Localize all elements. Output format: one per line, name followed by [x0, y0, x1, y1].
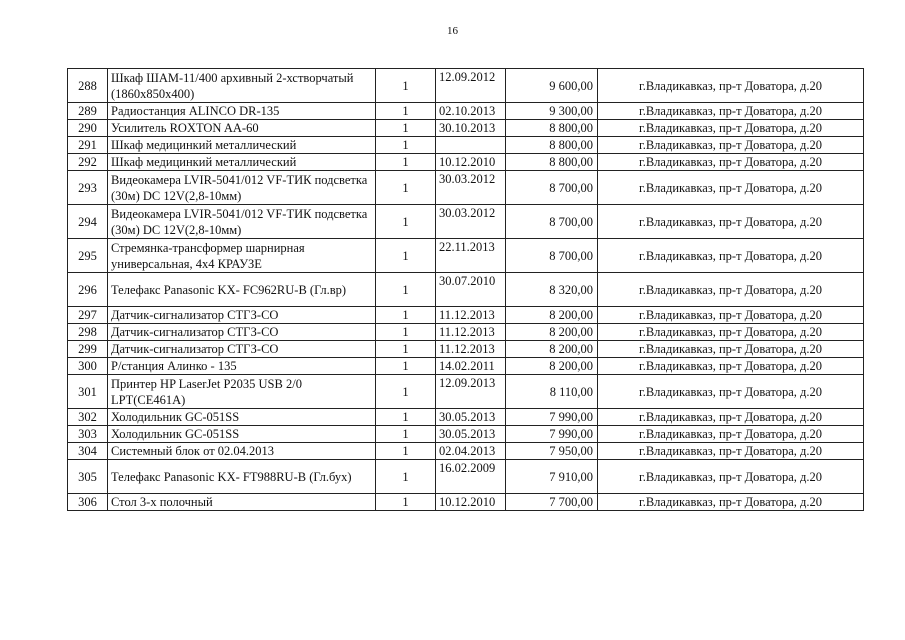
price-cell: 8 200,00	[506, 324, 598, 341]
row-number-cell: 291	[68, 137, 108, 154]
date-cell: 30.05.2013	[436, 426, 506, 443]
quantity-cell: 1	[376, 494, 436, 511]
date-cell: 30.05.2013	[436, 409, 506, 426]
address-cell: г.Владикавказ, пр-т Доватора, д.20	[598, 324, 864, 341]
price-cell: 7 990,00	[506, 426, 598, 443]
date-cell: 11.12.2013	[436, 341, 506, 358]
table-row	[68, 273, 864, 307]
address-cell: г.Владикавказ, пр-т Доватора, д.20	[598, 375, 864, 409]
quantity-cell: 1	[376, 137, 436, 154]
address-cell: г.Владикавказ, пр-т Доватора, д.20	[598, 273, 864, 307]
quantity-cell: 1	[376, 426, 436, 443]
price-cell: 8 800,00	[506, 120, 598, 137]
table-row	[68, 409, 864, 426]
address-cell: г.Владикавказ, пр-т Доватора, д.20	[598, 341, 864, 358]
table-row	[68, 120, 864, 137]
inventory-table	[67, 68, 864, 511]
table-row	[68, 307, 864, 324]
quantity-cell: 1	[376, 341, 436, 358]
table-row	[68, 460, 864, 494]
quantity-cell: 1	[376, 324, 436, 341]
item-name-cell: Радиостанция ALINCO DR-135	[108, 103, 376, 120]
row-number-cell: 298	[68, 324, 108, 341]
item-name-cell: Холодильник GC-051SS	[108, 426, 376, 443]
item-name-cell: Датчик-сигнализатор СТГЗ-СО	[108, 341, 376, 358]
quantity-cell: 1	[376, 154, 436, 171]
item-name-cell: Видеокамера LVIR-5041/012 VF-ТИК подсветка (30м) DC 12V(2,8-10мм)	[108, 171, 376, 205]
row-number-cell: 290	[68, 120, 108, 137]
date-cell: 12.09.2012	[436, 69, 506, 103]
quantity-cell: 1	[376, 205, 436, 239]
item-name-cell: Р/станция Алинко - 135	[108, 358, 376, 375]
table-row	[68, 171, 864, 205]
item-name-cell: Усилитель ROXTON AA-60	[108, 120, 376, 137]
table-row	[68, 443, 864, 460]
address-cell: г.Владикавказ, пр-т Доватора, д.20	[598, 307, 864, 324]
date-cell: 10.12.2010	[436, 154, 506, 171]
table-row	[68, 375, 864, 409]
price-cell: 7 910,00	[506, 460, 598, 494]
date-cell: 16.02.2009	[436, 460, 506, 494]
page-number: 16	[447, 25, 458, 37]
quantity-cell: 1	[376, 171, 436, 205]
address-cell: г.Владикавказ, пр-т Доватора, д.20	[598, 205, 864, 239]
item-name-cell: Стремянка-трансформер шарнирная универсальная, 4х4 КРАУЗЕ	[108, 239, 376, 273]
address-cell: г.Владикавказ, пр-т Доватора, д.20	[598, 103, 864, 120]
price-cell: 8 200,00	[506, 341, 598, 358]
row-number-cell: 293	[68, 171, 108, 205]
row-number-cell: 300	[68, 358, 108, 375]
date-cell: 30.07.2010	[436, 273, 506, 307]
table-row	[68, 137, 864, 154]
price-cell: 9 300,00	[506, 103, 598, 120]
table-row	[68, 103, 864, 120]
price-cell: 8 700,00	[506, 239, 598, 273]
item-name-cell: Датчик-сигнализатор СТГЗ-СО	[108, 307, 376, 324]
row-number-cell: 292	[68, 154, 108, 171]
item-name-cell: Видеокамера LVIR-5041/012 VF-ТИК подсветка (30м) DC 12V(2,8-10мм)	[108, 205, 376, 239]
address-cell: г.Владикавказ, пр-т Доватора, д.20	[598, 494, 864, 511]
row-number-cell: 295	[68, 239, 108, 273]
inventory-table-body	[68, 69, 864, 511]
row-number-cell: 305	[68, 460, 108, 494]
address-cell: г.Владикавказ, пр-т Доватора, д.20	[598, 239, 864, 273]
item-name-cell: Шкаф медицинкий металлический	[108, 137, 376, 154]
date-cell: 02.10.2013	[436, 103, 506, 120]
address-cell: г.Владикавказ, пр-т Доватора, д.20	[598, 460, 864, 494]
quantity-cell: 1	[376, 443, 436, 460]
item-name-cell: Шкаф медицинкий металлический	[108, 154, 376, 171]
address-cell: г.Владикавказ, пр-т Доватора, д.20	[598, 69, 864, 103]
date-cell: 10.12.2010	[436, 494, 506, 511]
quantity-cell: 1	[376, 307, 436, 324]
date-cell: 12.09.2013	[436, 375, 506, 409]
quantity-cell: 1	[376, 120, 436, 137]
row-number-cell: 304	[68, 443, 108, 460]
row-number-cell: 301	[68, 375, 108, 409]
price-cell: 8 800,00	[506, 137, 598, 154]
address-cell: г.Владикавказ, пр-т Доватора, д.20	[598, 154, 864, 171]
table-row	[68, 358, 864, 375]
date-cell: 02.04.2013	[436, 443, 506, 460]
item-name-cell: Холодильник GC-051SS	[108, 409, 376, 426]
price-cell: 9 600,00	[506, 69, 598, 103]
row-number-cell: 296	[68, 273, 108, 307]
date-cell: 30.03.2012	[436, 171, 506, 205]
item-name-cell: Датчик-сигнализатор СТГЗ-СО	[108, 324, 376, 341]
quantity-cell: 1	[376, 375, 436, 409]
price-cell: 8 110,00	[506, 375, 598, 409]
date-cell: 30.10.2013	[436, 120, 506, 137]
address-cell: г.Владикавказ, пр-т Доватора, д.20	[598, 358, 864, 375]
table-row	[68, 324, 864, 341]
table-row	[68, 154, 864, 171]
row-number-cell: 303	[68, 426, 108, 443]
date-cell: 11.12.2013	[436, 324, 506, 341]
quantity-cell: 1	[376, 69, 436, 103]
item-name-cell: Принтер HP LaserJet P2035 USB 2/0 LPT(CE461A)	[108, 375, 376, 409]
table-row	[68, 69, 864, 103]
address-cell: г.Владикавказ, пр-т Доватора, д.20	[598, 426, 864, 443]
price-cell: 8 200,00	[506, 307, 598, 324]
table-row	[68, 341, 864, 358]
table-row	[68, 494, 864, 511]
item-name-cell: Шкаф ШАМ-11/400 архивный 2-хстворчатый (1860х850х400)	[108, 69, 376, 103]
table-row	[68, 239, 864, 273]
address-cell: г.Владикавказ, пр-т Доватора, д.20	[598, 409, 864, 426]
price-cell: 8 700,00	[506, 171, 598, 205]
quantity-cell: 1	[376, 409, 436, 426]
row-number-cell: 297	[68, 307, 108, 324]
row-number-cell: 289	[68, 103, 108, 120]
date-cell: 22.11.2013	[436, 239, 506, 273]
quantity-cell: 1	[376, 103, 436, 120]
quantity-cell: 1	[376, 460, 436, 494]
price-cell: 8 800,00	[506, 154, 598, 171]
date-cell	[436, 137, 506, 154]
address-cell: г.Владикавказ, пр-т Доватора, д.20	[598, 171, 864, 205]
table-row	[68, 205, 864, 239]
item-name-cell: Системный блок от 02.04.2013	[108, 443, 376, 460]
address-cell: г.Владикавказ, пр-т Доватора, д.20	[598, 137, 864, 154]
quantity-cell: 1	[376, 358, 436, 375]
date-cell: 14.02.2011	[436, 358, 506, 375]
price-cell: 8 200,00	[506, 358, 598, 375]
address-cell: г.Владикавказ, пр-т Доватора, д.20	[598, 443, 864, 460]
item-name-cell: Телефакс Panasonic KX- FC962RU-B (Гл.вр)	[108, 273, 376, 307]
price-cell: 8 700,00	[506, 205, 598, 239]
row-number-cell: 288	[68, 69, 108, 103]
quantity-cell: 1	[376, 273, 436, 307]
table-row	[68, 426, 864, 443]
item-name-cell: Телефакс Panasonic KX- FT988RU-B (Гл.бух)	[108, 460, 376, 494]
price-cell: 7 990,00	[506, 409, 598, 426]
quantity-cell: 1	[376, 239, 436, 273]
date-cell: 11.12.2013	[436, 307, 506, 324]
price-cell: 7 950,00	[506, 443, 598, 460]
price-cell: 8 320,00	[506, 273, 598, 307]
row-number-cell: 302	[68, 409, 108, 426]
row-number-cell: 294	[68, 205, 108, 239]
price-cell: 7 700,00	[506, 494, 598, 511]
row-number-cell: 299	[68, 341, 108, 358]
item-name-cell: Стол 3-х полочный	[108, 494, 376, 511]
row-number-cell: 306	[68, 494, 108, 511]
date-cell: 30.03.2012	[436, 205, 506, 239]
address-cell: г.Владикавказ, пр-т Доватора, д.20	[598, 120, 864, 137]
